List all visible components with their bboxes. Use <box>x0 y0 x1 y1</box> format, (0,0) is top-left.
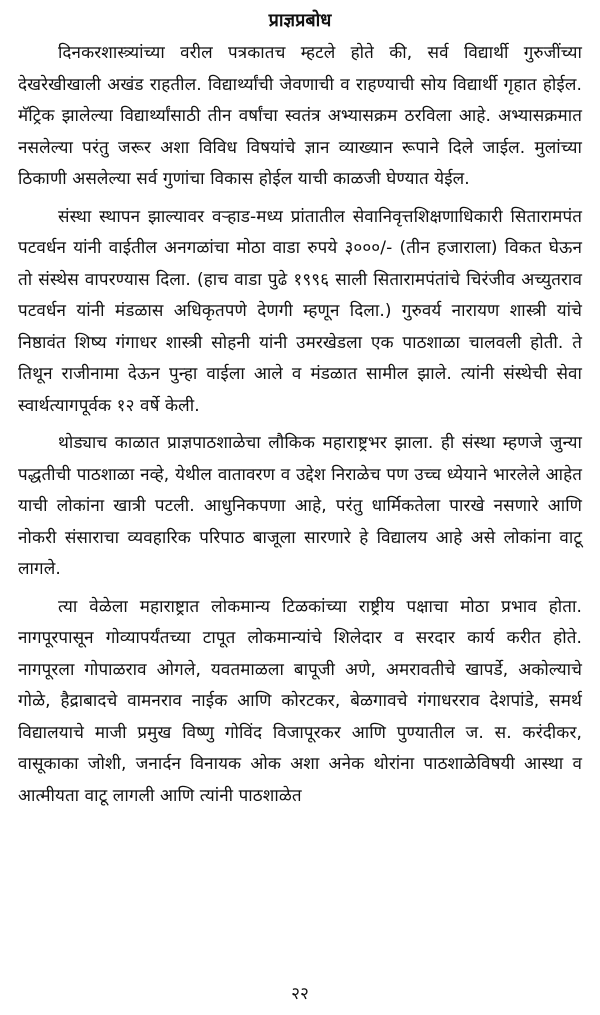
page-number: २२ <box>291 984 309 1004</box>
paragraph-1: दिनकरशास्त्र्यांच्या वरील पत्रकातच म्हटले होते की, सर्व विद्यार्थी गुरुजींच्या देखरेखीखाली अखंड राहतील. विद्यार्थ्यांची जेवणाची व राहण्याची सोय विद्यार्थी गृहात होईल. मॅट्रिक झालेल्या विद्यार्थ्यांसाठी तीन वर्षांचा स्वतंत्र अभ्यासक्रम ठरविला आहे. अभ्यासक्रमात नसलेल्या परंतु जरूर अशा विविध विषयांचे ज्ञान व्याख्यान रूपाने दिले जाईल. मुलांच्या ठिकाणी असलेल्या सर्व गुणांचा विकास होईल याची काळजी घेण्यात येईल. <box>18 43 582 189</box>
paragraph-4: त्या वेळेला महाराष्ट्रात लोकमान्य टिळकांच्या राष्ट्रीय पक्षाचा मोठा प्रभाव होता. नागपूरपासून गोव्यापर्यंतच्या टापूत लोकमान्यांचे शिलेदार व सरदार कार्य करीत होते. नागपूरला गोपाळराव ओगले, यवतमाळला बापूजी अणे, अमरावतीचे खापर्डे, अकोल्याचे गोळे, हैद्राबादचे वामनराव नाईक आणि कोरटकर, बेळगावचे गंगाधरराव देशपांडे, समर्थ विद्यालयाचे माजी प्रमुख विष्णु गोविंद विजापूरकर आणि पुण्यातील ज. स. करंदीकर, वासूकाका जोशी, जनार्दन विनायक ओक अशा अनेक थोरांना पाठशाळेविषयी आस्था व आत्मीयता वाटू लागली आणि त्यांनी पाठशाळेत <box>18 596 582 806</box>
paragraph-2: संस्था स्थापन झाल्यावर वऱ्हाड-मध्य प्रांतातील सेवानिवृत्तशिक्षणाधिकारी सितारामपंत पटवर्धन यांनी वाईतील अनगळांचा मोठा वाडा रुपये ३०००/- (तीन हजाराला) विकत घेऊन तो संस्थेस वापरण्यास दिला. (हाच वाडा पुढे १९९६ साली सितारामपंतांचे चिरंजीव अच्युतराव पटवर्धन यांनी मंडळास अधिकृतपणे देणगी म्हणून दिला.) गुरुवर्य नारायण शास्त्री यांचे निष्ठावंत शिष्य गंगाधर शास्त्री सोहनी यांनी उमरखेडला एक पाठशाळा चालवली होती. ते तिथून राजीनामा देऊन पुन्हा वाईला आले व मंडळात सामील झाले. त्यांनी संस्थेची सेवा स्वार्थत्यागपूर्वक १२ वर्षे केली. <box>18 206 582 416</box>
page-title: प्राज्ञप्रबोध <box>268 10 332 31</box>
paragraph-3: थोड्याच काळात प्राज्ञपाठशाळेचा लौकिक महाराष्ट्रभर झाला. ही संस्था म्हणजे जुन्या पद्धतीची पाठशाळा नव्हे, येथील वातावरण व उद्देश निराळेच पण उच्च ध्येयाने भारलेले आहेत याची लोकांना खात्री पटली. आधुनिकपणा आहे, परंतु धार्मिकतेला पारखे नसणारे आणि नोकरी संसाराचा व्यवहारिक परिपाठ बाजूला सारणारे हे विद्यालय आहे असे लोकांना वाटू लागले. <box>18 433 582 579</box>
